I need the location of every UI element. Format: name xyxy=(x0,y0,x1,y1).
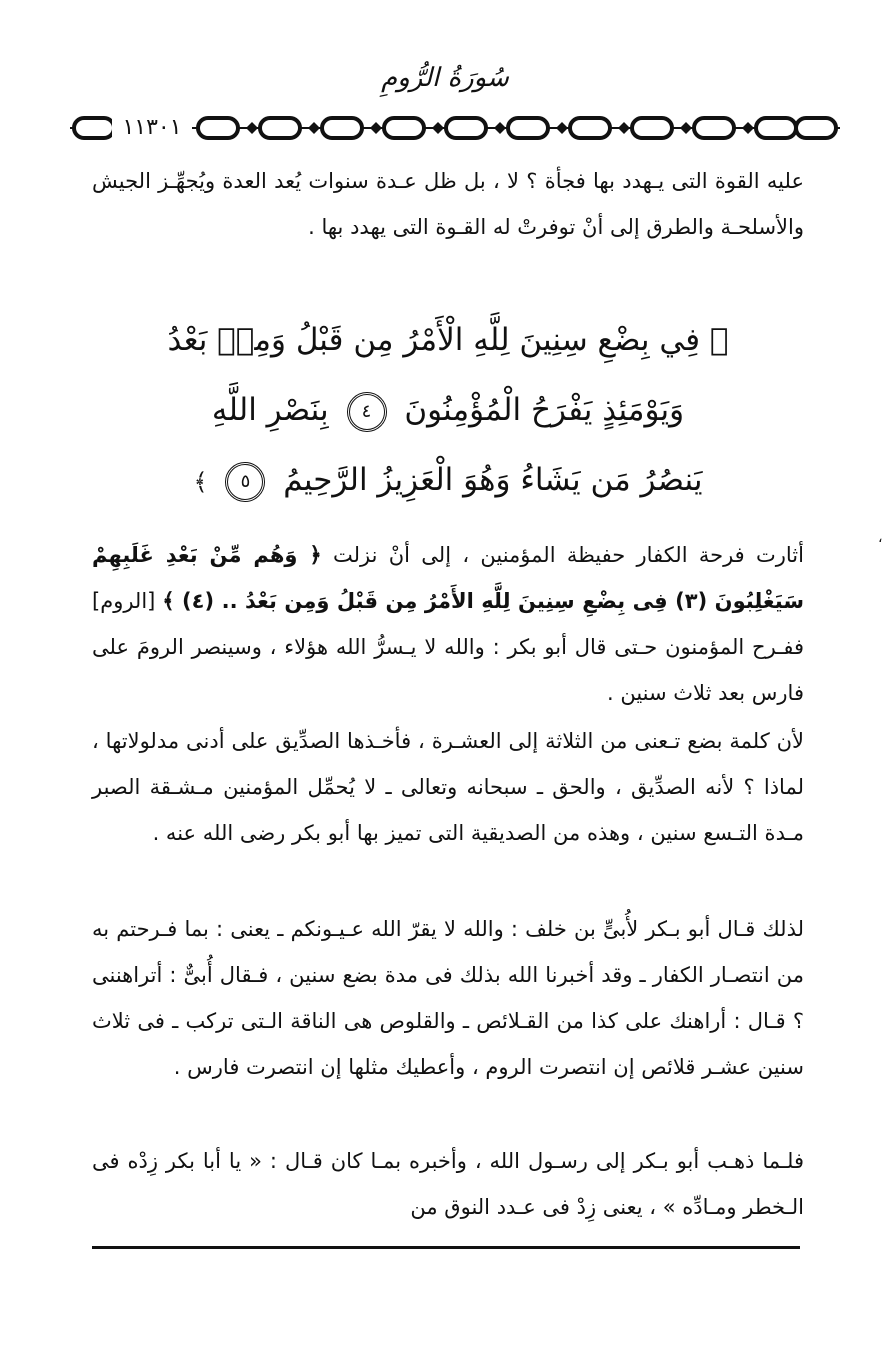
verse-line-1: ﴿ فِي بِضْعِ سِنِينَ لِلَّهِ الْأَمْرُ مِن قَبْلُ وَمِنۢ بَعْدُ xyxy=(167,322,729,358)
paragraph-4-text: لذلك قـال أبو بـكر لأُبىٍّ بن خلف : والله لا يقرّ الله عـيـونكم ـ يعنى : بما فـرحتم به من انتصـار الكفار ـ وقد أخبرنا الله بذلك فى مدة بضع سنين ، فـقال أُبىٌّ : أتراهننى ؟ قـال : أراهنك على كذا من القـلائص ـ والقلوص هى الناقة الـتى تركب ـ فى ثلاث سنين عشـر قلائص إن انتصرت الروم ، وأعطيك مثلها إن انتصرت فارس . xyxy=(92,917,804,1079)
page-number: ١١٣٠١ xyxy=(112,113,192,143)
paragraph-5 xyxy=(92,1138,804,1230)
paragraph-3 xyxy=(92,718,804,856)
verse-line-2 xyxy=(160,375,736,445)
surah-title: سُورَةُ الرُّومِ xyxy=(381,63,509,93)
paragraph-2 xyxy=(92,532,804,716)
paragraph-2-rest: [الروم] ففـرح المؤمنون حـتى قال أبو بكر : والله لا يـسرُّ الله هؤلاء ، وسينصر الرومَ على فارس بعد ثلاث سنين . xyxy=(92,589,804,705)
quran-verse-block xyxy=(160,305,736,517)
verse-number-5: ٥ xyxy=(225,462,265,502)
verse-line-2a: وَيَوْمَئِذٍ يَفْرَحُ الْمُؤْمِنُونَ xyxy=(404,392,685,428)
paragraph-2-quote: ﴿ وَهُم مِّنْ بَعْدِ غَلَبِهِمْ سَيَغْلِبُونَ (٣) فِى بِضْعِ سِنِينَ لِلَّهِ الأَمْرُ مِن قَبْلُ وَمِن بَعْدُ .. (٤) ﴾ xyxy=(92,543,804,613)
verse-number-4: ٤ xyxy=(347,392,387,432)
paragraph-2-intro: أثارت فرحة الكفار حفيظة المؤمنين ، إلى أنْ نزلت xyxy=(333,543,804,567)
paragraph-4 xyxy=(92,906,804,1090)
paragraph-1 xyxy=(92,158,804,250)
verse-line-3 xyxy=(160,445,736,517)
edge-mark: ، xyxy=(878,530,883,546)
paragraph-3-text: لأن كلمة بضع تـعنى من الثلاثة إلى العشـرة ، فأخـذها الصدِّيق على أدنى مدلولاتها ، لماذا ؟ لأنه الصدِّيق ، والحق ـ سبحانه وتعالى ـ لا يُحمِّل المؤمنين مـشـقة الصبر مـدة التـسع سنين ، وهذه من الصديقية التى تميز بها أبو بكر رضى الله عنه . xyxy=(92,729,804,845)
paragraph-1-text: عليه القوة التى يـهدد بها فجأة ؟ لا ، بل ظل عـدة سنوات يُعد العدة ويُجهِّـز الجيش والأسلحـة والطرق إلى أنْ توفرتْ له القـوة التى يهدد بها . xyxy=(92,169,804,239)
verse-line-3-text: يَنصُرُ مَن يَشَاءُ وَهُوَ الْعَزِيزُ الرَّحِيمُ xyxy=(283,462,703,498)
verse-close-bracket: ﴾ xyxy=(193,468,208,496)
footer-rule xyxy=(92,1246,800,1249)
verse-line-2b: بِنَصْرِ اللَّهِ xyxy=(211,392,329,428)
paragraph-5-text: فلـما ذهـب أبو بـكر إلى رسـول الله ، وأخبره بمـا كان قـال : « يا أبا بكر زِدْه فى الـخطر ومـادِّه » ، يعنى زِدْ فى عـدد النوق من xyxy=(92,1149,804,1219)
